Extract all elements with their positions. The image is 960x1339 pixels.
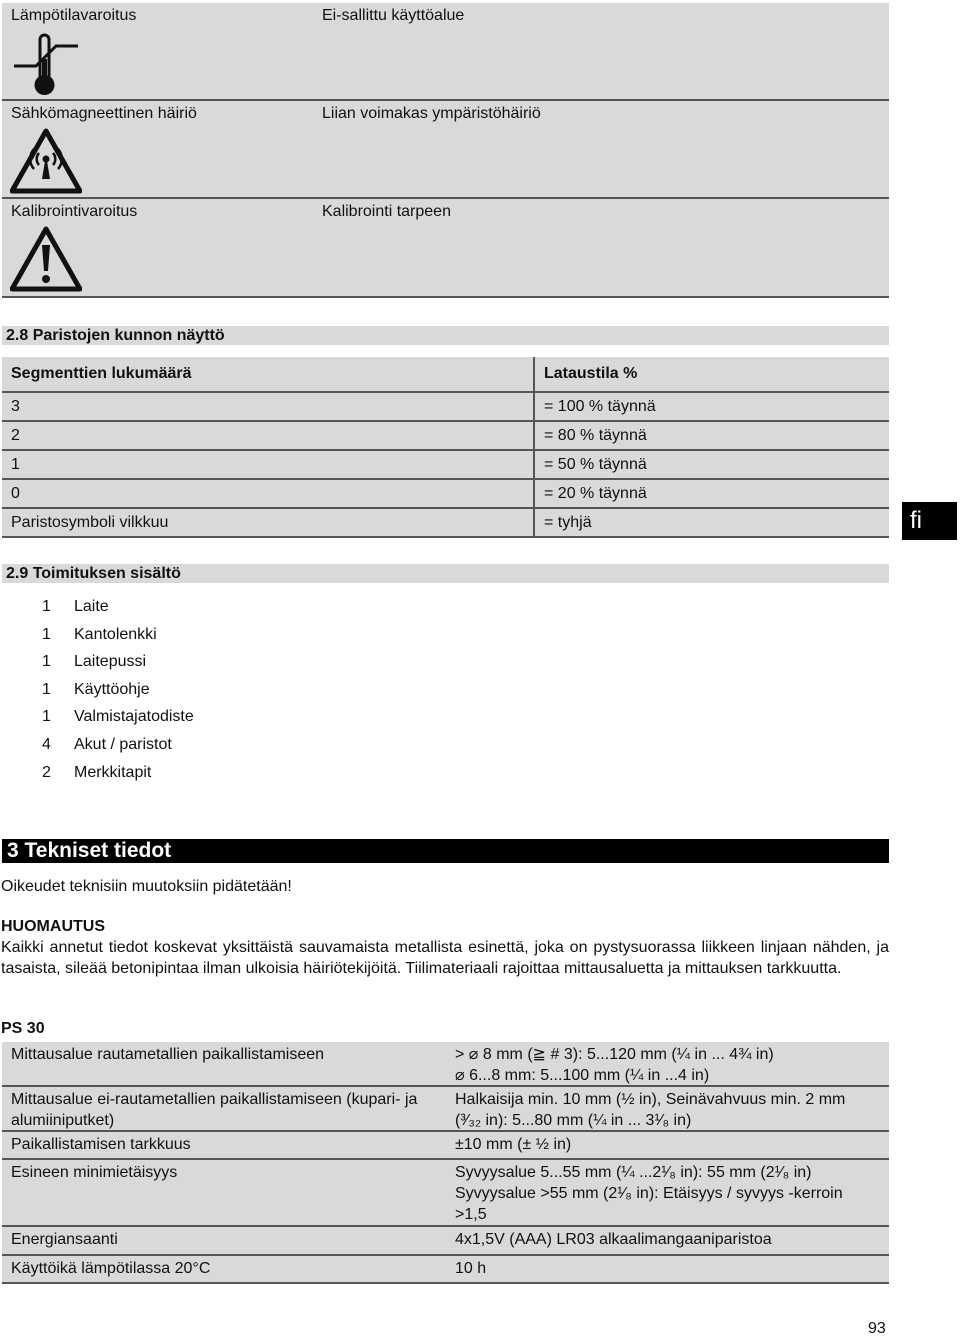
charge-cell: = 100 % täynnä — [544, 397, 656, 415]
note-text: Kaikki annetut tiedot koskevat yksittäistä sauvamaista metallista esinettä, joka on pystysuorassa liikkeen linjaan nähden, ja tasaista, sileää betonipintaa ilman ulkoisia häiriötekijöitä. Tiilimateriaali rajoittaa mittausaluetta ja mittauksen tarkkuutta. — [1, 939, 889, 977]
item-quantity: 1 — [42, 680, 51, 698]
segments-cell: 0 — [11, 484, 20, 502]
spec-value — [455, 1134, 887, 1155]
battery-table-header — [2, 357, 889, 393]
warning-name: Lämpötilavaroitus — [11, 7, 137, 24]
warning-description: Kalibrointi tarpeen — [322, 203, 451, 220]
list-item — [40, 761, 194, 789]
list-item — [40, 650, 194, 678]
warning-row-calibration — [2, 199, 889, 298]
charge-cell: = 50 % täynnä — [544, 455, 647, 473]
delivery-list — [40, 595, 194, 788]
spec-value-line: 10 h — [455, 1260, 487, 1277]
item-quantity: 1 — [42, 625, 51, 643]
warning-description: Liian voimakas ympäristöhäiriö — [322, 105, 541, 122]
warning-table — [2, 3, 889, 298]
warning-name: Sähkömagneettinen häiriö — [11, 105, 197, 122]
item-label: Laite — [74, 598, 109, 615]
specs-table — [2, 1042, 889, 1284]
charge-cell: = 20 % täynnä — [544, 484, 647, 502]
page-number: 93 — [868, 1320, 886, 1337]
spec-value-line: Halkaisija min. 10 mm (½ in), Seinävahvuus min. 2 mm — [455, 1091, 846, 1108]
item-label: Merkkitapit — [74, 763, 152, 781]
segments-cell: 3 — [11, 397, 20, 415]
header-segments: Segmenttien lukumäärä — [11, 365, 192, 382]
charge-cell: = 80 % täynnä — [544, 426, 647, 444]
table-row — [2, 1132, 889, 1160]
item-quantity: 1 — [42, 598, 51, 615]
spec-value — [455, 1089, 887, 1131]
spec-value-line: Syvyysalue >55 mm (2¹⁄₈ in): Etäisyys / syvyys -kerroin — [455, 1185, 843, 1202]
item-quantity: 1 — [42, 653, 51, 671]
chapter-heading: 3 Tekniset tiedot — [2, 839, 889, 863]
spec-value-line: Syvyysalue 5...55 mm (¼ ...2¹⁄₈ in): 55 mm (2¹⁄₈ in) — [455, 1164, 812, 1181]
radio-interference-warning-icon — [10, 127, 82, 197]
item-label: Valmistajatodiste — [74, 708, 194, 726]
table-row — [2, 451, 889, 480]
battery-table — [2, 355, 889, 538]
changes-reserved-text: Oikeudet teknisiin muutoksiin pidätetään! — [1, 878, 292, 895]
spec-label: Mittausalue rautametallien paikallistamiseen — [11, 1046, 325, 1063]
spec-value — [455, 1044, 887, 1086]
spec-value-line: ±10 mm (± ½ in) — [455, 1136, 572, 1153]
warning-row-interference — [2, 101, 889, 199]
item-label: Laitepussi — [74, 653, 147, 671]
list-item — [40, 623, 194, 651]
thermometer-icon — [10, 29, 82, 99]
item-label: Kantolenkki — [74, 625, 157, 643]
warning-row-temperature — [2, 3, 889, 101]
delivery-section-title: 2.9 Toimituksen sisältö — [2, 564, 889, 583]
spec-label: Käyttöikä lämpötilassa 20°C — [11, 1260, 211, 1277]
table-row — [2, 480, 889, 509]
item-quantity: 4 — [42, 735, 51, 753]
spec-value-line: > ⌀ 8 mm (≧ # 3): 5...120 mm (¼ in ... 4¾ in) — [455, 1046, 774, 1063]
item-label: Akut / paristot — [74, 735, 172, 753]
language-tab: fi — [902, 502, 957, 540]
table-row — [2, 1160, 889, 1227]
warning-description: Ei-sallittu käyttöalue — [322, 7, 465, 24]
spec-value — [455, 1229, 887, 1250]
charge-cell: = tyhjä — [544, 513, 592, 531]
segments-cell: Paristosymboli vilkkuu — [11, 513, 169, 531]
item-quantity: 2 — [42, 763, 51, 781]
item-label: Käyttöohje — [74, 680, 150, 698]
table-row — [2, 422, 889, 451]
spec-value — [455, 1162, 887, 1225]
table-row — [2, 509, 889, 538]
spec-value — [455, 1258, 887, 1279]
exclamation-warning-icon — [10, 225, 82, 295]
spec-value-line: >1,5 — [455, 1206, 487, 1223]
spec-value-line: ⌀ 6...8 mm: 5...100 mm (¼ in ...4 in) — [455, 1067, 710, 1084]
spec-label: Mittausalue ei-rautametallien paikallistamiseen (kupari- ja alumiiniputket) — [11, 1091, 418, 1129]
battery-section-title: 2.8 Paristojen kunnon näyttö — [2, 326, 889, 345]
model-label: PS 30 — [1, 1020, 45, 1037]
table-row — [2, 1087, 889, 1132]
table-row — [2, 393, 889, 422]
spec-label: Paikallistamisen tarkkuus — [11, 1136, 191, 1153]
table-row — [2, 1227, 889, 1256]
item-quantity: 1 — [42, 708, 51, 726]
segments-cell: 2 — [11, 426, 20, 444]
spec-label: Esineen minimietäisyys — [11, 1164, 178, 1181]
segments-cell: 1 — [11, 455, 20, 473]
warning-name: Kalibrointivaroitus — [11, 203, 138, 220]
list-item — [40, 678, 194, 706]
spec-label: Energiansaanti — [11, 1231, 118, 1248]
spec-value-line: (³⁄₃₂ in): 5...80 mm (¼ in ... 3¹⁄₈ in) — [455, 1112, 692, 1129]
list-item — [40, 733, 194, 761]
list-item — [40, 595, 194, 623]
note-heading: HUOMAUTUS — [1, 918, 105, 935]
table-row — [2, 1042, 889, 1087]
list-item — [40, 705, 194, 733]
spec-value-line: 4x1,5V (AAA) LR03 alkaalimangaaniparistoa — [455, 1231, 772, 1248]
header-charge: Lataustila % — [544, 365, 638, 382]
table-row — [2, 1256, 889, 1284]
